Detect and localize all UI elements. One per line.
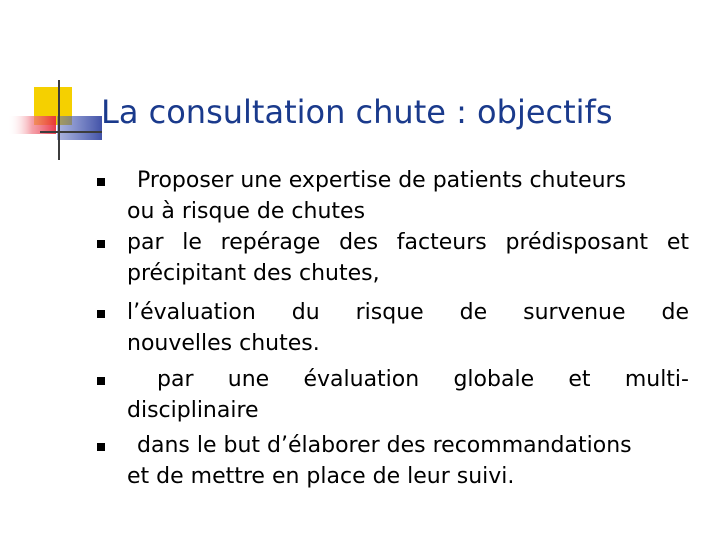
square-bullet-icon [97, 240, 105, 248]
bullet-line: l’évaluation du risque de survenue de [127, 300, 689, 325]
square-bullet-icon [97, 178, 105, 186]
bullet-line: disciplinaire [127, 398, 259, 423]
square-bullet-icon [97, 377, 105, 385]
bullet-line: par une évaluation globale et multi- [157, 367, 689, 392]
bullet-line: ou à risque de chutes [127, 199, 366, 224]
square-bullet-icon [97, 310, 105, 318]
square-bullet-icon [97, 443, 105, 451]
bullet-line: par le repérage des facteurs prédisposant et [127, 230, 689, 255]
slide-title: La consultation chute : objectifs [101, 93, 613, 131]
bullet-line: et de mettre en place de leur suivi. [127, 464, 515, 489]
bullet-line: dans le but d’élaborer des recommandations [137, 433, 632, 458]
bullet-line: précipitant des chutes, [127, 261, 380, 286]
bullet-line: Proposer une expertise de patients chuteurs [137, 168, 627, 193]
bullet-line: nouvelles chutes. [127, 331, 320, 356]
